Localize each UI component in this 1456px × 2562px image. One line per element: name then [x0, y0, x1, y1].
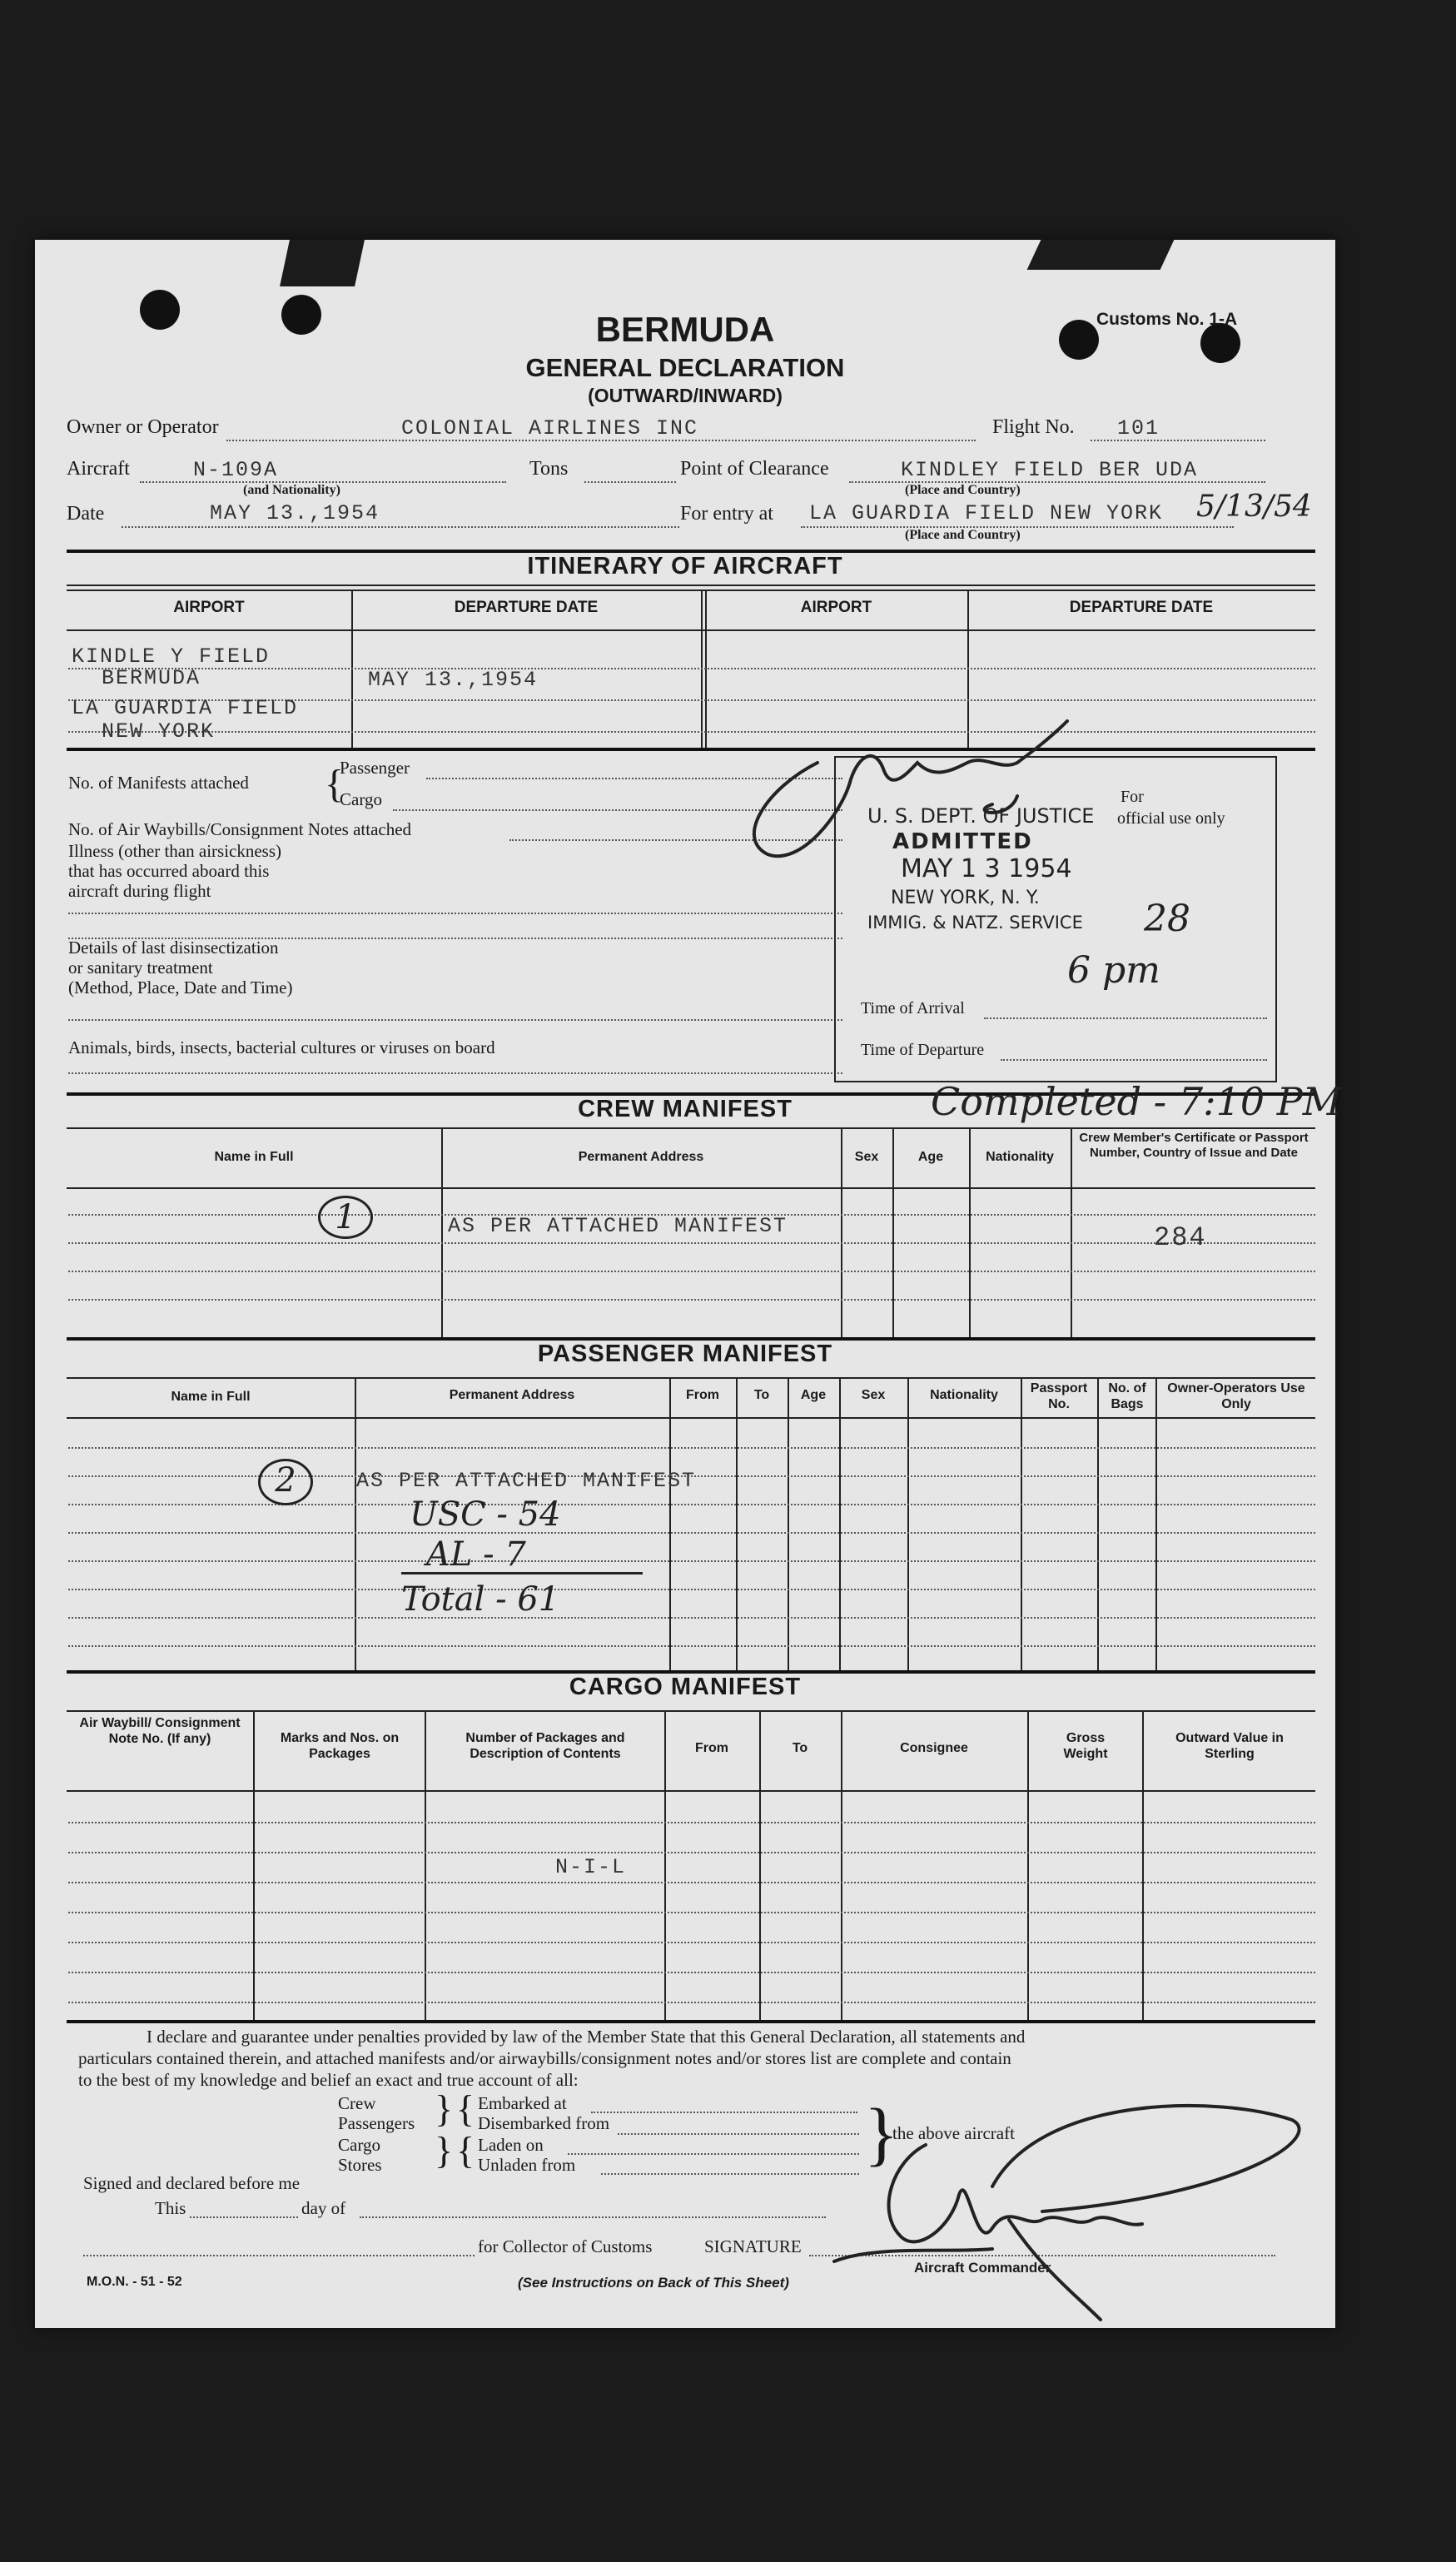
declaration-laden: Laden on	[478, 2135, 544, 2155]
declaration-passengers: Passengers	[338, 2113, 415, 2133]
clearance-place-note: (Place and Country)	[905, 483, 1021, 497]
declaration-form	[35, 240, 1342, 2328]
cargo-col-marks: Marks and Nos. on Packages	[280, 1731, 400, 1761]
declaration-commander: Aircraft Commander	[914, 2260, 1051, 2276]
passenger-row-dots	[68, 1589, 1315, 1590]
declaration-brace-left-4: {	[456, 2129, 475, 2171]
clearance-value: KINDLEY FIELD BER UDA	[901, 458, 1199, 482]
official-use-label: official use only	[1117, 809, 1225, 828]
cargo-col-consignee: Consignee	[900, 1741, 968, 1755]
illness-label-1: Illness (other than airsickness)	[68, 841, 282, 861]
itinerary-departure-date: MAY 13.,1954	[368, 668, 539, 692]
disinsect-dots	[68, 1019, 842, 1021]
cargo-row-dots	[68, 1912, 1315, 1913]
manifests-cargo-label: Cargo	[340, 789, 382, 809]
declaration-this-dots	[190, 2216, 298, 2218]
date-value: MAY 13.,1954	[210, 501, 380, 525]
cargo-heading: CARGO MANIFEST	[569, 1674, 802, 1700]
crew-col-divider	[1071, 1129, 1072, 1337]
declaration-crew: Crew	[338, 2093, 376, 2113]
passenger-count-total: Total - 61	[401, 1580, 560, 1619]
passenger-row-dots	[68, 1504, 1315, 1505]
crew-row-dots	[68, 1271, 1315, 1272]
crew-certificate-number: 284	[1154, 1222, 1207, 1253]
declaration-above: the above aircraft	[892, 2123, 1015, 2143]
cargo-col-divider	[253, 1712, 255, 2020]
illness-label-2: that has occurred aboard this	[68, 861, 270, 881]
date-label: Date	[67, 503, 105, 525]
passenger-head-rule	[67, 1377, 1315, 1379]
cargo-row-dots	[68, 1882, 1315, 1883]
itinerary-airport-3: LA GUARDIA FIELD	[72, 696, 299, 720]
passenger-col-divider	[1097, 1379, 1099, 1670]
cargo-col-divider	[1027, 1712, 1029, 2020]
date-dots	[122, 526, 679, 528]
crew-row-dots	[68, 1242, 1315, 1244]
animals-dots	[68, 1072, 842, 1074]
departure-time-label: Time of Departure	[861, 1041, 985, 1059]
form-title: BERMUDA	[595, 310, 775, 349]
cargo-col-from: From	[695, 1741, 728, 1755]
cargo-col-divider	[664, 1712, 666, 2020]
itinerary-head-rule-2	[67, 590, 1315, 591]
cargo-bottom-rule	[67, 2020, 1315, 2023]
cargo-row-dots	[68, 1942, 1315, 1943]
passenger-col-divider	[355, 1379, 356, 1670]
illness-label-3: aircraft during flight	[68, 881, 211, 901]
manifests-label: No. of Manifests attached	[68, 773, 249, 793]
itinerary-airport-4: NEW YORK	[102, 719, 216, 744]
manifests-passenger-label: Passenger	[340, 758, 410, 778]
customs-number: Customs No. 1-A	[1096, 310, 1238, 329]
itinerary-airport-1: KINDLE Y FIELD	[72, 644, 271, 669]
cargo-col-divider	[1142, 1712, 1144, 2020]
commander-signature	[826, 2087, 1309, 2328]
declaration-dayof-dots	[360, 2216, 826, 2218]
declaration-line-2: particulars contained therein, and attached manifests and/or airwaybills/consignment notes and/or stores list are complete and contain	[78, 2048, 1011, 2068]
cargo-entry: N-I-L	[555, 1855, 627, 1879]
passenger-subhead-rule	[67, 1417, 1315, 1419]
passenger-col-divider	[788, 1379, 789, 1670]
owner-label: Owner or Operator	[67, 416, 219, 438]
itinerary-heading: ITINERARY OF AIRCRAFT	[527, 553, 843, 580]
passenger-col-age: Age	[800, 1388, 827, 1402]
passenger-row-dots	[68, 1617, 1315, 1619]
declaration-collector: for Collector of Customs	[478, 2236, 653, 2256]
declaration-instructions: (See Instructions on Back of This Sheet)	[518, 2275, 789, 2291]
cargo-col-waybill: Air Waybill/ Consignment Note No. (If any)	[79, 1716, 241, 1746]
passenger-col-divider	[669, 1379, 671, 1670]
passenger-col-owner: Owner-Operators Use Only	[1167, 1381, 1305, 1411]
immigration-stamp-line-2: ADMITTED	[892, 829, 1033, 854]
declaration-brace-left: }	[435, 2087, 454, 2130]
passenger-heading: PASSENGER MANIFEST	[537, 1341, 833, 1367]
crew-col-address: Permanent Address	[578, 1150, 704, 1164]
crew-col-certificate: Crew Member's Certificate or Passport Number, Country of Issue and Date	[1079, 1131, 1309, 1160]
passenger-col-divider	[1021, 1379, 1022, 1670]
cargo-col-value: Outward Value in Sterling	[1175, 1731, 1284, 1761]
passenger-row-dots	[68, 1645, 1315, 1647]
crew-col-sex: Sex	[854, 1150, 879, 1164]
itinerary-airport-2: BERMUDA	[102, 666, 201, 690]
official-for-label: For	[1121, 788, 1144, 806]
passenger-entry: AS PER ATTACHED MANIFEST	[356, 1469, 697, 1493]
passenger-col-passport: Passport No.	[1030, 1381, 1088, 1411]
tons-label: Tons	[529, 458, 569, 480]
declaration-embarked: Embarked at	[478, 2093, 567, 2113]
waybills-label: No. of Air Waybills/Consignment Notes attached	[68, 819, 412, 839]
passenger-col-address: Permanent Address	[449, 1388, 575, 1402]
passenger-col-bags: No. of Bags	[1108, 1381, 1146, 1411]
passenger-col-to: To	[753, 1388, 770, 1402]
crew-row-dots	[68, 1299, 1315, 1301]
paper-tear	[280, 240, 365, 286]
crew-col-age: Age	[917, 1150, 944, 1164]
declaration-stores: Stores	[338, 2155, 382, 2175]
itinerary-col-departure-2: DEPARTURE DATE	[1069, 599, 1214, 616]
immigration-stamp-line-1: U. S. DEPT. OF JUSTICE	[867, 804, 1095, 828]
cargo-row-dots	[68, 2002, 1315, 2003]
declaration-brace-left-3: }	[435, 2129, 454, 2171]
manifests-brace: {	[325, 762, 345, 806]
passenger-sum-rule	[401, 1572, 643, 1575]
illness-dots	[68, 913, 842, 914]
crew-entry: AS PER ATTACHED MANIFEST	[448, 1214, 788, 1238]
passenger-count-al: AL - 7	[426, 1535, 526, 1574]
flight-value: 101	[1117, 416, 1160, 440]
aircraft-label: Aircraft	[67, 458, 130, 480]
passenger-col-divider	[736, 1379, 738, 1670]
paper-tear	[1027, 240, 1175, 270]
passenger-col-from: From	[686, 1388, 719, 1402]
official-signature-scribble	[718, 713, 1150, 896]
itinerary-col-departure: DEPARTURE DATE	[454, 599, 599, 616]
declaration-line-3: to the best of my knowledge and belief an exact and true account of all:	[78, 2070, 579, 2090]
passenger-col-name: Name in Full	[171, 1390, 251, 1404]
declaration-unladen-dots	[601, 2173, 859, 2175]
crew-completed-note: Completed - 7:10 PM	[931, 1079, 1342, 1124]
crew-col-name: Name in Full	[214, 1150, 294, 1164]
passenger-row-dots	[68, 1560, 1315, 1562]
passenger-col-divider	[907, 1379, 909, 1670]
cargo-row-dots	[68, 1822, 1315, 1823]
cargo-col-divider	[759, 1712, 761, 2020]
crew-subhead-rule	[67, 1187, 1315, 1189]
declaration-disembarked-dots	[618, 2133, 859, 2135]
entry-value: LA GUARDIA FIELD NEW YORK	[809, 501, 1164, 525]
passenger-row-dots	[68, 1447, 1315, 1449]
cargo-row-dots	[68, 1972, 1315, 1973]
animals-label: Animals, birds, insects, bacterial cultures or viruses on board	[68, 1037, 495, 1057]
immigration-stamp-line-5: IMMIG. & NATZ. SERVICE	[867, 913, 1083, 933]
cargo-col-divider	[425, 1712, 426, 2020]
declaration-brace-left-2: {	[456, 2087, 475, 2130]
cargo-col-weight: Gross Weight	[1063, 1731, 1108, 1761]
passenger-col-sex: Sex	[861, 1388, 886, 1402]
arrival-handwritten-28: 28	[1144, 898, 1190, 940]
declaration-unladen: Unladen from	[478, 2155, 576, 2175]
disinsect-label-3: (Method, Place, Date and Time)	[68, 978, 293, 997]
passenger-row-dots	[68, 1532, 1315, 1534]
declaration-cargo: Cargo	[338, 2135, 380, 2155]
declaration-signed: Signed and declared before me	[83, 2173, 301, 2193]
cargo-col-divider	[841, 1712, 842, 2020]
owner-value: COLONIAL AIRLINES INC	[401, 416, 699, 440]
itinerary-subhead-rule	[67, 629, 1315, 631]
itinerary-head-rule	[67, 585, 1315, 586]
immigration-stamp-line-3: MAY 1 3 1954	[901, 854, 1072, 883]
passenger-col-divider	[1155, 1379, 1157, 1670]
form-number: M.O.N. - 51 - 52	[87, 2275, 182, 2289]
clearance-label: Point of Clearance	[680, 458, 829, 480]
tons-dots	[584, 481, 676, 483]
arrival-handwritten-time: 6 pm	[1067, 949, 1160, 992]
cargo-col-to: To	[792, 1741, 808, 1755]
disinsect-label-2: or sanitary treatment	[68, 958, 213, 978]
arrival-time-label: Time of Arrival	[861, 999, 965, 1017]
cargo-row-dots	[68, 1852, 1315, 1853]
declaration-dayof: day of	[301, 2198, 346, 2218]
passenger-col-divider	[839, 1379, 841, 1670]
cargo-col-packages: Number of Packages and Description of Contents	[465, 1731, 625, 1761]
immigration-stamp-line-4: NEW YORK, N. Y.	[891, 888, 1040, 908]
itinerary-col-airport: AIRPORT	[173, 599, 245, 616]
declaration-laden-dots	[568, 2153, 859, 2155]
departure-dots	[1001, 1059, 1267, 1061]
declaration-signature-label: SIGNATURE	[704, 2236, 802, 2256]
nationality-note: (and Nationality)	[243, 483, 340, 497]
passenger-count-usc: USC - 54	[410, 1495, 561, 1534]
passenger-circled-number: 2	[258, 1459, 313, 1505]
crew-head-rule	[67, 1127, 1315, 1129]
crew-circled-number: 1	[318, 1196, 373, 1239]
declaration-brace-right: }	[864, 2093, 899, 2173]
flight-label: Flight No.	[992, 416, 1075, 438]
entry-place-note: (Place and Country)	[905, 528, 1021, 542]
declaration-this: This	[155, 2198, 186, 2218]
declaration-line-1: I declare and guarantee under penalties provided by law of the Member State that this General Declaration, all statements and	[147, 2027, 1026, 2047]
aircraft-value: N-109A	[193, 458, 279, 482]
arrival-dots	[984, 1017, 1267, 1019]
cargo-subhead-rule	[67, 1790, 1315, 1792]
itinerary-col-airport-2: AIRPORT	[800, 599, 872, 616]
declaration-embarked-dots	[591, 2112, 857, 2113]
form-subtitle: GENERAL DECLARATION	[525, 353, 845, 382]
entry-label: For entry at	[680, 503, 773, 525]
disinsect-label-1: Details of last disinsectization	[68, 938, 279, 958]
declaration-collector-dots	[83, 2255, 475, 2256]
form-subtitle-2: (OUTWARD/INWARD)	[588, 385, 783, 406]
crew-heading: CREW MANIFEST	[578, 1096, 793, 1122]
entry-handwritten-date: 5/13/54	[1196, 490, 1312, 524]
crew-col-nationality: Nationality	[986, 1150, 1054, 1164]
declaration-disembarked: Disembarked from	[478, 2113, 610, 2133]
passenger-col-nationality: Nationality	[930, 1388, 998, 1402]
